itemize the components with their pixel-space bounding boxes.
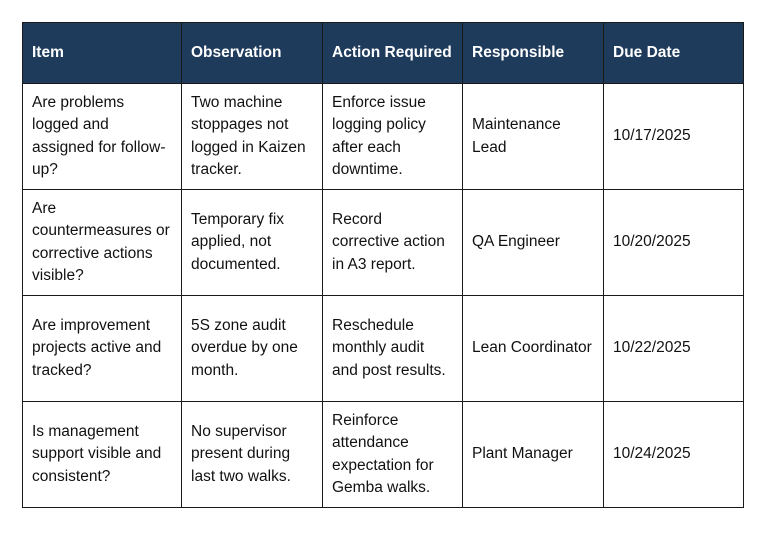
- action-cell: Enforce issue logging policy after each downtime.: [323, 84, 463, 190]
- table-row: [23, 296, 744, 402]
- column-header-due-date: Due Date: [604, 23, 744, 84]
- column-header-responsible: Responsible: [463, 23, 604, 84]
- column-header-action-required: Action Required: [323, 23, 463, 84]
- due-date-cell: 10/20/2025: [604, 190, 744, 296]
- table-row: [23, 84, 744, 190]
- action-cell: Reinforce attendance expectation for Gemba walks.: [323, 402, 463, 508]
- observation-cell: Temporary fix applied, not documented.: [182, 190, 323, 296]
- item-cell: Is management support visible and consistent?: [23, 402, 182, 508]
- item-cell: Are problems logged and assigned for follow-up?: [23, 84, 182, 190]
- column-header-observation: Observation: [182, 23, 323, 84]
- observation-cell: 5S zone audit overdue by one month.: [182, 296, 323, 402]
- header-row: [23, 23, 744, 84]
- item-cell: Are countermeasures or corrective actions visible?: [23, 190, 182, 296]
- table-row: [23, 190, 744, 296]
- due-date-cell: 10/17/2025: [604, 84, 744, 190]
- action-cell: Record corrective action in A3 report.: [323, 190, 463, 296]
- table-row: [23, 402, 744, 508]
- due-date-cell: 10/22/2025: [604, 296, 744, 402]
- table-body: [23, 84, 744, 508]
- observation-cell: Two machine stoppages not logged in Kaizen tracker.: [182, 84, 323, 190]
- observation-cell: No supervisor present during last two walks.: [182, 402, 323, 508]
- responsible-cell: Maintenance Lead: [463, 84, 604, 190]
- responsible-cell: QA Engineer: [463, 190, 604, 296]
- action-cell: Reschedule monthly audit and post results.: [323, 296, 463, 402]
- responsible-cell: Plant Manager: [463, 402, 604, 508]
- table-header: [23, 23, 744, 84]
- responsible-cell: Lean Coordinator: [463, 296, 604, 402]
- column-header-item: Item: [23, 23, 182, 84]
- due-date-cell: 10/24/2025: [604, 402, 744, 508]
- action-items-table: [22, 22, 744, 508]
- item-cell: Are improvement projects active and tracked?: [23, 296, 182, 402]
